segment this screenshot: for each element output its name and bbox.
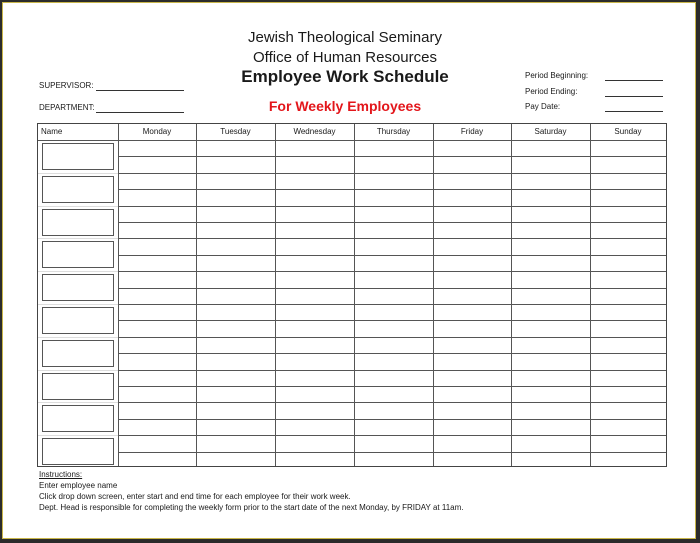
header-divider [38, 140, 666, 141]
period-beginning-field[interactable] [605, 80, 663, 81]
name-column-header: Name [41, 127, 63, 136]
instruction-line: Click drop down screen, enter start and end time for each employee for their work week. [39, 492, 351, 501]
column-divider [118, 124, 119, 466]
row-divider [118, 370, 666, 371]
period-ending-label: Period Ending: [525, 87, 578, 96]
row-divider [118, 173, 666, 174]
schedule-grid [37, 123, 667, 467]
employee-name-input[interactable] [42, 373, 114, 400]
row-divider [118, 222, 666, 223]
row-divider [118, 452, 666, 453]
row-divider [118, 156, 666, 157]
column-divider [590, 124, 591, 466]
employee-divider [38, 370, 118, 371]
schedule-form [2, 2, 696, 539]
employee-name-input[interactable] [42, 209, 114, 236]
form-title: Employee Work Schedule [241, 67, 449, 86]
department-field[interactable] [96, 112, 184, 113]
column-divider [511, 124, 512, 466]
employee-divider [38, 173, 118, 174]
employee-divider [38, 435, 118, 436]
employee-name-input[interactable] [42, 438, 114, 465]
form-subtitle: For Weekly Employees [268, 98, 422, 114]
day-header-saturday: Saturday [534, 127, 567, 136]
department-label: DEPARTMENT: [39, 103, 95, 112]
period-beginning-label: Period Beginning: [525, 71, 589, 80]
instructions [39, 469, 464, 513]
day-header-friday: Friday [460, 127, 484, 136]
column-divider [196, 124, 197, 466]
row-divider [118, 271, 666, 272]
employee-divider [38, 271, 118, 272]
employee-name-input[interactable] [42, 274, 114, 301]
row-divider [118, 353, 666, 354]
instruction-line: Enter employee name [39, 481, 118, 490]
employee-divider [38, 206, 118, 207]
column-divider [275, 124, 276, 466]
office-name: Office of Human Resources [253, 49, 437, 66]
employee-name-input[interactable] [42, 143, 114, 170]
supervisor-field[interactable] [96, 90, 184, 91]
row-divider [118, 206, 666, 207]
day-header-wednesday: Wednesday [293, 127, 336, 136]
supervisor-label: SUPERVISOR: [39, 81, 94, 90]
employee-name-input[interactable] [42, 307, 114, 334]
period-ending-field[interactable] [605, 96, 663, 97]
row-divider [118, 337, 666, 338]
day-header-sunday: Sunday [614, 127, 642, 136]
column-divider [433, 124, 434, 466]
day-header-tuesday: Tuesday [220, 127, 251, 136]
row-divider [118, 238, 666, 239]
row-divider [118, 255, 666, 256]
organization-name: Jewish Theological Seminary [248, 29, 442, 46]
row-divider [118, 288, 666, 289]
column-divider [354, 124, 355, 466]
employee-name-input[interactable] [42, 176, 114, 203]
pay-date-label: Pay Date: [525, 102, 561, 111]
row-divider [118, 386, 666, 387]
employee-divider [38, 238, 118, 239]
instructions-heading: Instructions: [39, 470, 83, 479]
row-divider [118, 304, 666, 305]
row-divider [118, 402, 666, 403]
row-divider [118, 320, 666, 321]
employee-name-input[interactable] [42, 340, 114, 367]
employee-divider [38, 337, 118, 338]
employee-divider [38, 304, 118, 305]
row-divider [118, 419, 666, 420]
day-header-monday: Monday [142, 127, 172, 136]
day-header-thursday: Thursday [376, 127, 411, 136]
row-divider [118, 189, 666, 190]
employee-divider [38, 402, 118, 403]
pay-date-field[interactable] [605, 111, 663, 112]
row-divider [118, 435, 666, 436]
employee-name-input[interactable] [42, 405, 114, 432]
employee-name-input[interactable] [42, 241, 114, 268]
instruction-line: Dept. Head is responsible for completing the weekly form prior to the start date of the next Monday, by FRIDAY at 11am. [39, 503, 464, 512]
